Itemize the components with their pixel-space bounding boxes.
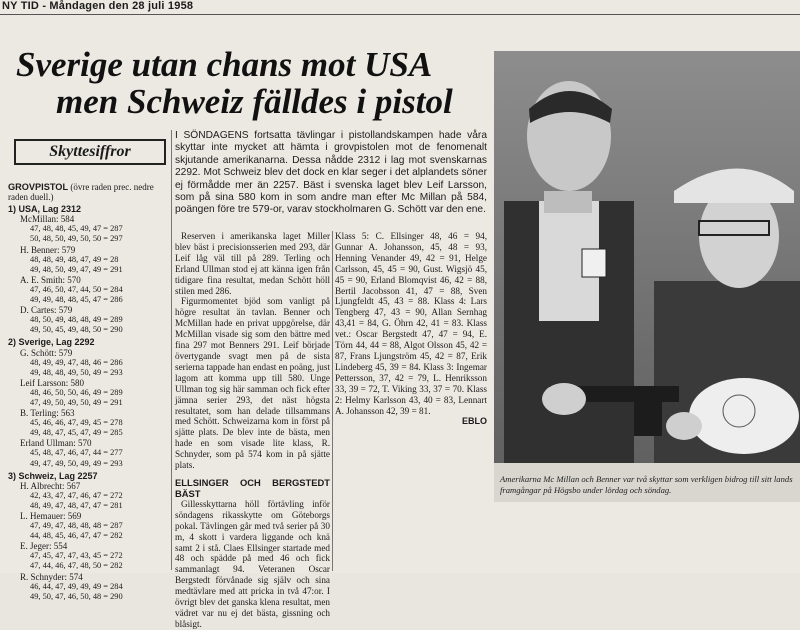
article-subheading: ELLSINGER OCH BERGSTEDT BÄST [175,476,330,499]
shooter-name: H. Albrecht: 567 [20,480,81,491]
shooter-name: Erland Ullman: 570 [20,438,92,449]
headline-line-2: men Schweiz fälldes i pistol [56,82,453,121]
results-teams [8,204,170,602]
results-box-title: Skyttesiffror [14,139,166,165]
score-row: 47, 48, 48, 45, 49, 47 = 287 [30,224,123,234]
score-row: 45, 46, 46, 47, 49, 45 = 278 [30,418,123,428]
shooter-name: Leif Larsson: 580 [20,377,84,388]
article-column-3 [335,231,487,427]
shooter-name: D. Cartes: 579 [20,305,73,316]
shooter-name: L. Hemauer: 569 [20,511,82,521]
team-title: 2) Sverige, Lag 2292 [8,337,95,348]
photo-caption: Amerikarna Mc Millan och Benner var två skyttar som verkligen bidrog till sitt lands framgångar på Högsbo under lördag och söndag. [500,474,793,495]
score-row: 45, 48, 47, 46, 47, 44 = 277 [30,448,123,458]
score-row: 48, 46, 50, 50, 46, 49 = 289 [30,387,123,397]
article-column-2 [175,231,330,630]
score-row: 47, 45, 47, 47, 43, 45 = 272 [30,551,123,561]
score-row: 47, 46, 50, 47, 44, 50 = 284 [30,284,123,294]
class-results: Klass 5: C. Ellsinger 48, 46 = 94, Gunnar A. Johansson, 45, 48 = 93, Henning Venander 49, 42 = 91, Helge Carlsson, 45, 45 = 90, Gust. Wigsjö 45, 45 = 90, Erland Blomqvist 46, 42 = 88, Bertil Jacobsson 41, 47 = 88, Sven Ljungfeldt 45, 43 = 88. Klass 4: Lars Tengberg 47, 43 = 90, Allan Sernhag 43,41 = 84, G. Öhrn 42, 41 = 83. Klass vet.: Oscar Bergstedt 47, 47 = 94, E. Törn 44, 44 = 88, Algot Olsson 45, 42 = 87, Frans Ljungström 45, 42 = 87, Erik Lindeberg 45, 39 = 84. Klass 3: Ingemar Pettersson, 37, 42 = 79, L. Henriksson 33, 39 = 72, T. Viking 33, 37 = 70. Klass 2: Helmy Karlsson 43, 40 = 83, Lennart A. Johansson 42, 39 = 81. [335,231,487,416]
headline-line-1: Sverige utan chans mot USA [16,45,433,84]
score-row: 49, 49, 48, 48, 45, 47 = 286 [30,295,123,305]
score-row: 48, 49, 47, 48, 47, 47 = 281 [30,500,123,510]
masthead: NY TID - Måndagen den 28 juli 1958 [2,0,194,12]
score-row: 48, 50, 49, 48, 48, 49 = 289 [30,315,123,325]
score-row: 47, 49, 50, 49, 50, 49 = 291 [30,397,123,407]
score-row: 49, 48, 50, 49, 47, 49 = 291 [30,264,123,274]
headline [14,46,484,120]
score-row: 46, 44, 47, 49, 49, 49 = 284 [30,581,123,591]
shooter-name: B. Terling: 563 [20,408,75,419]
photo-illustration [494,51,800,502]
team-title: 3) Schweiz, Lag 2257 [8,470,98,481]
column-divider [332,231,333,571]
author-signature: EBLO [461,416,487,427]
score-row: 49, 50, 45, 49, 48, 50 = 290 [30,325,123,335]
results-heading: GROVPISTOL [8,182,69,192]
score-row: 48, 48, 49, 48, 47, 49 = 28 [30,254,119,264]
score-row: 42, 43, 47, 47, 46, 47 = 272 [30,490,123,500]
score-row: 44, 48, 45, 46, 47, 47 = 282 [30,531,123,541]
score-row: 49, 48, 47, 45, 47, 49 = 285 [30,428,123,438]
lead-paragraph: I SÖNDAGENS fortsatta tävlingar i pistollandskampen hade våra skyttar inte mycket att hämta i grovpistolen mot de fenomenalt skjutande amerikanarna. Dessa nådde 2312 i lag mot svenskarnas 2292. Mot Schweiz blev det dock en klar seger i det alplandets söner ej förmådde mer än 2257. Bäst i svenska laget blev Leif Larsson, som på sina 580 kom in som andre man efter Mc Millan på 584, poängen före tre 579-or, varav stockholmaren G. Schött var den ene. [175,130,487,216]
shooter-name: E. Jeger: 554 [20,541,68,552]
score-row: 47, 44, 46, 47, 48, 50 = 282 [30,561,123,571]
shooter-name: A. E. Smith: 570 [20,274,81,285]
results-intro-text: (övre raden prec. nedre raden duell.) [8,182,154,203]
shooter-name: G. Schött: 579 [20,347,73,358]
team-title: 1) USA, Lag 2312 [8,204,82,215]
article-paragraph: Gillesskyttarna höll förtävling inför söndagens rikasskytte om Göteborgs pokal. Tävlingen går med två serier på 30 m, 4 skott i vardera liggande och knä samt 2 i stå. Claes Ellsinger startade med 48 och spädde på med 46 och fick sammanlagt 94. Veteranen Oscar Bergstedt förvånade sig själv och sina medtävlare med att pricka in två 47:or. I övrigt blev det ganska klena resultat, men vädret var nu ej det bästa, gissning och blåsigt. [175,498,330,629]
results-column [8,182,170,602]
photo-shooters [494,51,800,502]
shooter-name: H. Benner: 579 [20,244,76,255]
top-rule [0,14,800,15]
shooter-name: R. Schnyder: 574 [20,571,83,582]
score-row: 49, 48, 48, 49, 50, 49 = 293 [30,367,123,377]
column-divider [171,130,172,570]
article-paragraph: Reserven i amerikanska laget Miller blev bäst i precisionsserien med 293, där Leif låg väl till på 289. Terling och Erland Ullman stod ej att känna igen från tidigare fina resultat, medan Schött höll stilen med 286. [175,231,330,296]
shooter-name: McMillan: 584 [20,214,75,225]
score-row: 49, 50, 47, 46, 50, 48 = 290 [30,591,123,601]
article-paragraph: Figurmomentet bjöd som vanligt på högre resultat än tavlan. Benner och McMillan hade en privat uppgörelse, där McMillan visade sig som den bättre med fina 297 mot Benners 291. Leif började övertygande svagt men på de sista serierna tappade han endast en poäng, just lagom att komma upp till 580. Unge Ullman tog sig här samman och fick efter jämna serier 293, det näst högsta resultatet, som han delade tillsammans med Schött. Schweizarna kom in först på sjätte plats. De blev inte de bästa, men hade en som visade lite klass, R. Schnyder, som på 574 kom in på sjätte plats. [175,296,330,471]
score-row: 48, 49, 49, 47, 48, 46 = 286 [30,357,123,367]
score-row: 49, 47, 49, 50, 49, 49 = 293 [30,458,123,468]
score-row: 50, 48, 50, 49, 50, 50 = 297 [30,234,123,244]
results-intro [8,182,170,202]
score-row: 47, 49, 47, 48, 48, 48 = 287 [30,521,123,531]
